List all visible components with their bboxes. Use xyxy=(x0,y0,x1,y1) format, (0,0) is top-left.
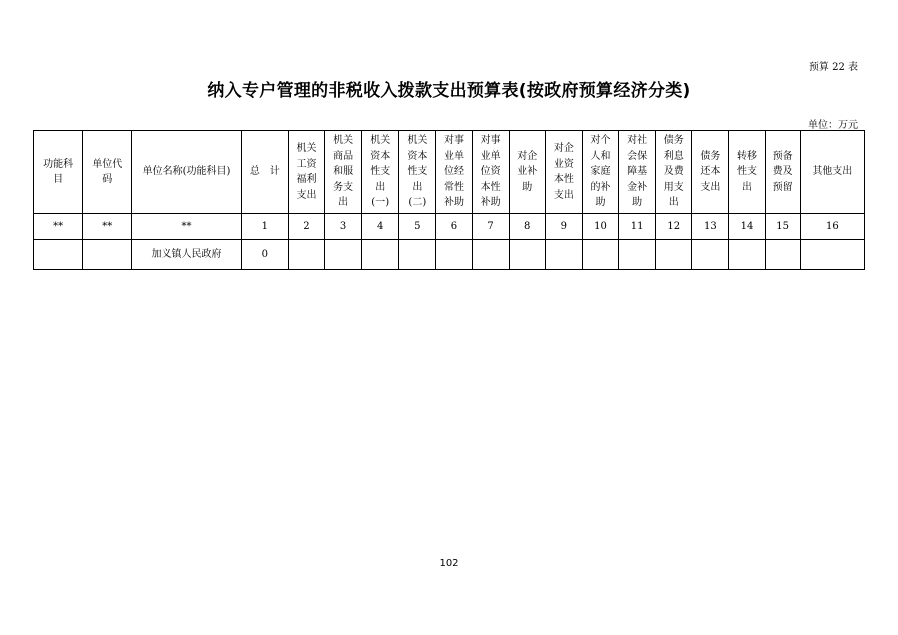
index-cell: 14 xyxy=(729,214,765,240)
col-agency-goods-services: 机关 商品 和服 务支 出 xyxy=(325,131,362,214)
index-cell: 16 xyxy=(800,214,864,240)
index-cell: 10 xyxy=(582,214,618,240)
col-debt-principal: 债务 还本 支出 xyxy=(692,131,729,214)
code-cell xyxy=(83,240,132,270)
unit-name-cell: 加义镇人民政府 xyxy=(132,240,241,270)
index-row xyxy=(34,214,865,240)
col-debt-interest: 债务 利息 及费 用支 出 xyxy=(656,131,692,214)
value-cell xyxy=(800,240,864,270)
value-cell xyxy=(619,240,656,270)
value-cell xyxy=(362,240,399,270)
index-cell: 1 xyxy=(241,214,288,240)
index-cell: 9 xyxy=(545,214,582,240)
index-cell: 4 xyxy=(362,214,399,240)
index-cell: 5 xyxy=(399,214,436,240)
index-cell: 15 xyxy=(765,214,800,240)
col-household-subsidy: 对个 人和 家庭 的补 助 xyxy=(582,131,618,214)
index-cell: 7 xyxy=(472,214,509,240)
col-total: 总 计 xyxy=(241,131,288,214)
col-unit-code: 单位代 码 xyxy=(83,131,132,214)
index-cell: 2 xyxy=(288,214,324,240)
table-number: 预算 22 表 xyxy=(808,62,858,73)
col-agency-capital-2: 机关 资本 性支 出 (二) xyxy=(399,131,436,214)
value-cell xyxy=(288,240,324,270)
value-cell xyxy=(436,240,472,270)
col-social-security-subsidy: 对社 会保 障基 金补 助 xyxy=(619,131,656,214)
value-cell xyxy=(692,240,729,270)
page-number: 102 xyxy=(439,558,459,569)
col-enterprise-subsidy: 对企 业补 助 xyxy=(509,131,545,214)
col-agency-capital-1: 机关 资本 性支 出 (一) xyxy=(362,131,399,214)
subject-cell xyxy=(34,240,83,270)
header-row xyxy=(34,131,865,214)
index-cell: ** xyxy=(132,214,241,240)
budget-table xyxy=(33,130,865,270)
value-cell xyxy=(399,240,436,270)
value-cell xyxy=(582,240,618,270)
value-cell xyxy=(656,240,692,270)
index-cell: 8 xyxy=(509,214,545,240)
col-reserve: 预备 费及 预留 xyxy=(765,131,800,214)
unit-label: 单位：万元 xyxy=(808,120,858,131)
col-unit-name: 单位名称(功能科目) xyxy=(132,131,241,214)
value-cell xyxy=(509,240,545,270)
index-cell: 6 xyxy=(436,214,472,240)
index-cell: ** xyxy=(83,214,132,240)
table-row xyxy=(34,240,865,270)
col-transfer: 转移 性支 出 xyxy=(729,131,765,214)
total-cell: 0 xyxy=(241,240,288,270)
col-other: 其他支出 xyxy=(800,131,864,214)
col-functional-subject: 功能科 目 xyxy=(34,131,83,214)
col-institution-capital-subsidy: 对事 业单 位资 本性 补助 xyxy=(472,131,509,214)
index-cell: ** xyxy=(34,214,83,240)
page-title: 纳入专户管理的非税收入拨款支出预算表(按政府预算经济分类) xyxy=(207,81,691,101)
value-cell xyxy=(325,240,362,270)
col-agency-salary-welfare: 机关 工资 福利 支出 xyxy=(288,131,324,214)
index-cell: 13 xyxy=(692,214,729,240)
index-cell: 3 xyxy=(325,214,362,240)
index-cell: 11 xyxy=(619,214,656,240)
col-institution-recurrent-subsidy: 对事 业单 位经 常性 补助 xyxy=(436,131,472,214)
value-cell xyxy=(472,240,509,270)
index-cell: 12 xyxy=(656,214,692,240)
value-cell xyxy=(545,240,582,270)
value-cell xyxy=(729,240,765,270)
value-cell xyxy=(765,240,800,270)
col-enterprise-capital: 对企 业资 本性 支出 xyxy=(545,131,582,214)
